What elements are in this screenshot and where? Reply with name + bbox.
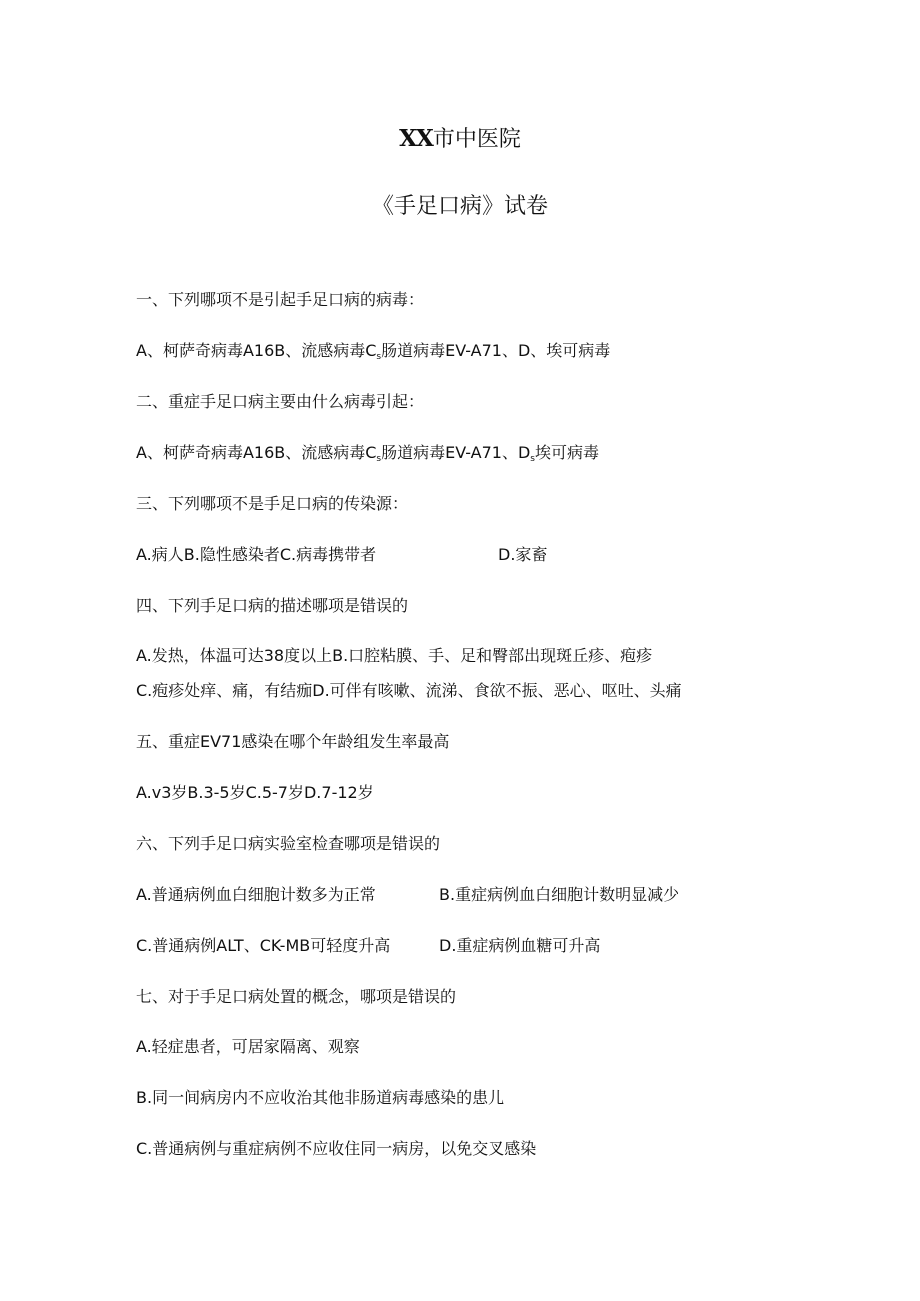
q2-options-subscript-2: s — [530, 454, 535, 464]
q1-options-part-1: A、柯萨奇病毒A16B、流感病毒C — [136, 341, 377, 360]
question-5-options: A.v3岁B.3-5岁C.5-7岁D.7-12岁 — [136, 783, 374, 802]
question-3-prompt: 三、下列哪项不是手足口病的传染源： — [136, 494, 409, 513]
question-4-option-line-1: A.发热，体温可达38度以上B.口腔粘膜、手、足和臀部出现斑丘疹、疱疹 — [136, 646, 653, 665]
question-6-option-d: D.重症病例血糖可升高 — [439, 936, 601, 955]
exam-title: 《手足口病》试卷 — [371, 194, 548, 219]
hospital-title-rest: 市中医院 — [432, 127, 521, 152]
hospital-title — [0, 125, 920, 154]
question-7-option-c: C.普通病例与重症病例不应收住同一病房，以免交叉感染 — [136, 1139, 537, 1158]
question-2-options — [136, 442, 599, 470]
question-6-option-a: A.普通病例血白细胞计数多为正常 — [136, 885, 376, 904]
hospital-title-prefix: XX — [399, 125, 433, 152]
question-7-option-b: B.同一间病房内不应收治其他非肠道病毒感染的患儿 — [136, 1088, 505, 1107]
question-3-option-right: D.家畜 — [498, 545, 548, 564]
q2-options-part-2: 肠道病毒EV-A71、D — [381, 443, 531, 462]
question-2-prompt: 二、重症手足口病主要由什么病毒引起： — [136, 392, 425, 411]
question-3-option-left: A.病人B.隐性感染者C.病毒携带者 — [136, 545, 377, 564]
question-5-prompt: 五、重症EV71感染在哪个年龄组发生率最高 — [136, 732, 450, 751]
question-6-prompt: 六、下列手足口病实验室检查哪项是错误的 — [136, 834, 441, 853]
question-4-prompt: 四、下列手足口病的描述哪项是错误的 — [136, 596, 409, 615]
q2-options-part-3: 埃可病毒 — [534, 443, 599, 462]
question-1-prompt: 一、下列哪项不是引起手足口病的病毒： — [136, 290, 425, 309]
q1-options-subscript: s — [376, 352, 382, 362]
q2-options-part-1: A、柯萨奇病毒A16B、流感病毒C — [136, 443, 377, 462]
q2-options-subscript-1: s — [376, 454, 382, 464]
q1-options-part-2: 肠道病毒EV-A71、D、埃可病毒 — [381, 341, 611, 360]
question-7-option-a: A.轻症患者，可居家隔离、观察 — [136, 1037, 360, 1056]
question-6-option-c: C.普通病例ALT、CK-MB可轻度升高 — [136, 936, 391, 955]
question-1-options — [136, 340, 610, 368]
question-4-option-line-2: C.疱疹处痒、痛，有结痂D.可伴有咳嗽、流涕、食欲不振、恶心、呕吐、头痛 — [136, 681, 682, 700]
question-7-prompt: 七、对于手足口病处置的概念，哪项是错误的 — [136, 987, 457, 1006]
question-6-option-b: B.重症病例血白细胞计数明显减少 — [439, 885, 680, 904]
